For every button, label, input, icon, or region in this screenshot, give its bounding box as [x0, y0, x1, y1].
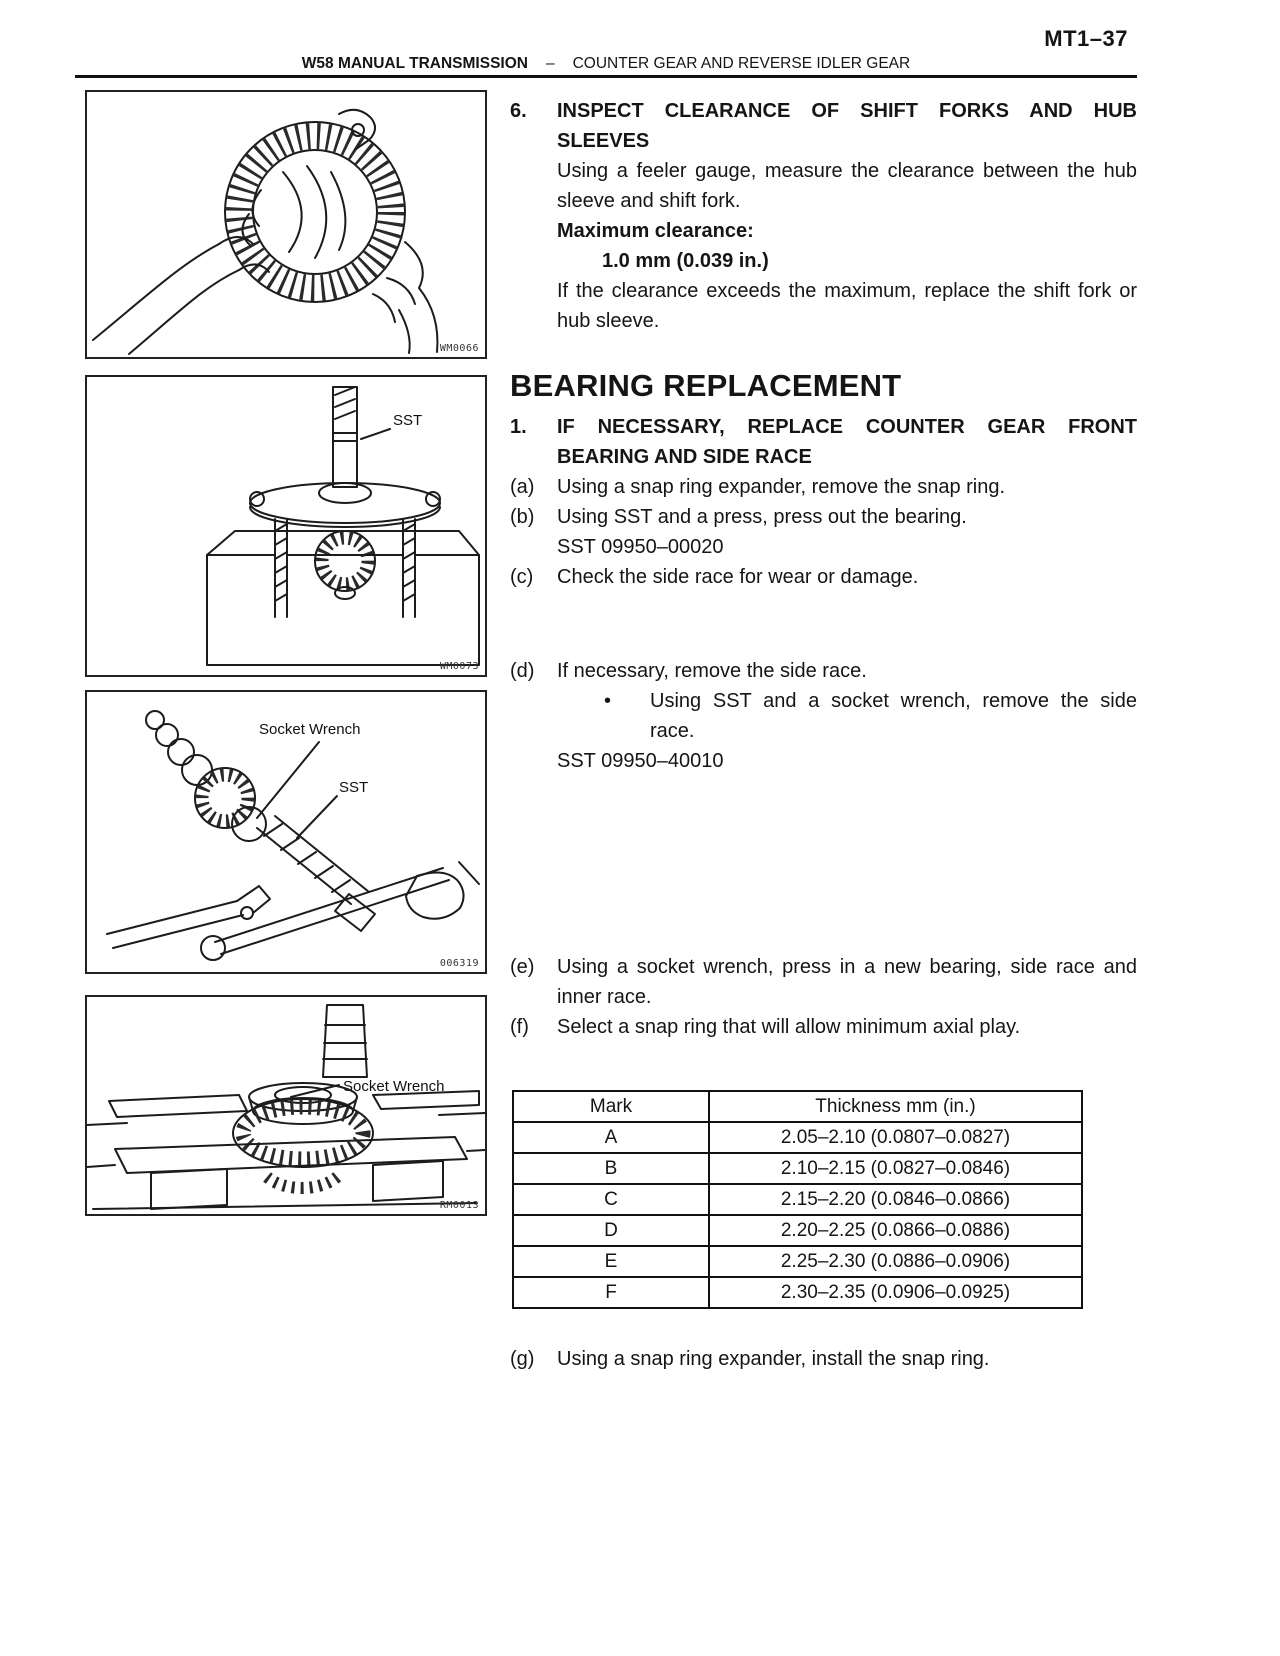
- substep-c: [510, 562, 1137, 592]
- sst-number: SST 09950–00020: [557, 536, 724, 558]
- mark-cell: D: [513, 1215, 709, 1246]
- thickness-cell: 2.30–2.35 (0.0906–0.0925): [709, 1277, 1082, 1308]
- substep-e: [510, 952, 1137, 1012]
- socket-wrench-drawing-illustration: [87, 692, 485, 972]
- socket-wrench-label: Socket Wrench: [259, 721, 361, 738]
- spec-value: 1.0 mm (0.039 in.): [602, 250, 769, 272]
- figure-code: RM0013: [439, 1200, 479, 1211]
- page-number: MT1–37: [1044, 26, 1128, 51]
- figure-press-in-bearing: [85, 995, 487, 1216]
- table-row: [513, 1277, 1082, 1308]
- column-header-mark: Mark: [513, 1091, 709, 1122]
- substep-b: [510, 502, 1137, 532]
- sst-label: SST: [339, 779, 369, 796]
- substep-g-block: [510, 1344, 1137, 1374]
- mark-cell: E: [513, 1246, 709, 1277]
- table-row: [513, 1153, 1082, 1184]
- substep-label: (g): [510, 1348, 535, 1370]
- sst-number: SST 09950–40010: [557, 750, 724, 772]
- running-header-chapter: COUNTER GEAR AND REVERSE IDLER GEAR: [572, 55, 911, 72]
- figure-press-out-bearing: [85, 375, 487, 677]
- figure-code: 006319: [439, 958, 479, 969]
- figure-remove-side-race: [85, 690, 487, 974]
- bullet-text: Using SST and a socket wrench, remove the side race.: [650, 690, 1137, 742]
- substep-text: Select a snap ring that will allow minimum axial play.: [557, 1016, 1021, 1038]
- substep-f: [510, 1012, 1137, 1042]
- snap-ring-thickness-table: [512, 1090, 1083, 1309]
- table-header-row: [513, 1091, 1082, 1122]
- substep-text: Using SST and a press, press out the bearing.: [557, 506, 967, 528]
- table-row: [513, 1184, 1082, 1215]
- running-header-separator: –: [545, 55, 555, 72]
- thickness-cell: 2.15–2.20 (0.0846–0.0866): [709, 1184, 1082, 1215]
- mark-cell: F: [513, 1277, 709, 1308]
- step-1-title-line2: BEARING AND SIDE RACE: [557, 446, 812, 468]
- thickness-cell: 2.10–2.15 (0.0827–0.0846): [709, 1153, 1082, 1184]
- step-6-body2: If the clearance exceeds the maximum, replace the shift fork or hub sleeve.: [557, 280, 1137, 332]
- press-in-drawing-illustration: [87, 997, 485, 1214]
- substep-label: (a): [510, 476, 535, 498]
- running-header: [75, 55, 1137, 73]
- substep-d: [510, 656, 1137, 686]
- bearing-replacement-heading: BEARING REPLACEMENT: [510, 368, 902, 403]
- thickness-cell: 2.20–2.25 (0.0866–0.0886): [709, 1215, 1082, 1246]
- substep-e-f-block: [510, 952, 1137, 1042]
- figure-code: WM0073: [439, 661, 479, 672]
- substep-label: (d): [510, 660, 535, 682]
- substep-label: (b): [510, 506, 535, 528]
- step-1-title-line1: IF NECESSARY, REPLACE COUNTER GEAR FRONT: [557, 416, 1137, 438]
- figure-code: WM0066: [439, 343, 479, 354]
- step-number: 1.: [510, 416, 527, 438]
- header-rule: [75, 75, 1137, 78]
- mark-cell: B: [513, 1153, 709, 1184]
- hub-sleeve-drawing-illustration: [87, 92, 485, 357]
- running-header-section: W58 MANUAL TRANSMISSION: [301, 55, 528, 72]
- substep-text: Check the side race for wear or damage.: [557, 566, 919, 588]
- mark-cell: A: [513, 1122, 709, 1153]
- press-drawing-illustration: [87, 377, 485, 675]
- sst-label: SST: [393, 412, 423, 429]
- mark-cell: C: [513, 1184, 709, 1215]
- substep-label: (e): [510, 956, 535, 978]
- table-row: [513, 1246, 1082, 1277]
- substep-g: [510, 1344, 1137, 1374]
- step-6-title-line1: INSPECT CLEARANCE OF SHIFT FORKS AND HUB: [557, 100, 1137, 122]
- bullet-icon: •: [604, 690, 612, 712]
- substep-a: [510, 472, 1137, 502]
- substep-text: Using a snap ring expander, install the snap ring.: [557, 1348, 990, 1370]
- substep-text: Using a snap ring expander, remove the snap ring.: [557, 476, 1006, 498]
- substep-d-bullet: [604, 686, 1137, 746]
- column-header-thickness: Thickness mm (in.): [709, 1091, 1082, 1122]
- bearing-step-1: [510, 412, 1137, 592]
- substep-label: (c): [510, 566, 534, 588]
- step-6-title-line2: SLEEVES: [557, 130, 650, 152]
- substep-d-block: [510, 656, 1137, 776]
- thickness-cell: 2.25–2.30 (0.0886–0.0906): [709, 1246, 1082, 1277]
- substep-text: If necessary, remove the side race.: [557, 660, 867, 682]
- table-row: [513, 1215, 1082, 1246]
- table-row: [513, 1122, 1082, 1153]
- figure-hub-sleeve-clearance: [85, 90, 487, 359]
- step-6-body: Using a feeler gauge, measure the clearance between the hub sleeve and shift fork.: [557, 160, 1137, 212]
- section-6-inspect-clearance: [510, 96, 1137, 336]
- thickness-cell: 2.05–2.10 (0.0807–0.0827): [709, 1122, 1082, 1153]
- socket-wrench-label: Socket Wrench: [343, 1078, 445, 1095]
- step-number: 6.: [510, 100, 527, 122]
- substep-text: Using a socket wrench, press in a new bearing, side race and inner race.: [557, 956, 1137, 1008]
- substep-label: (f): [510, 1016, 529, 1038]
- spec-label: Maximum clearance:: [557, 220, 754, 242]
